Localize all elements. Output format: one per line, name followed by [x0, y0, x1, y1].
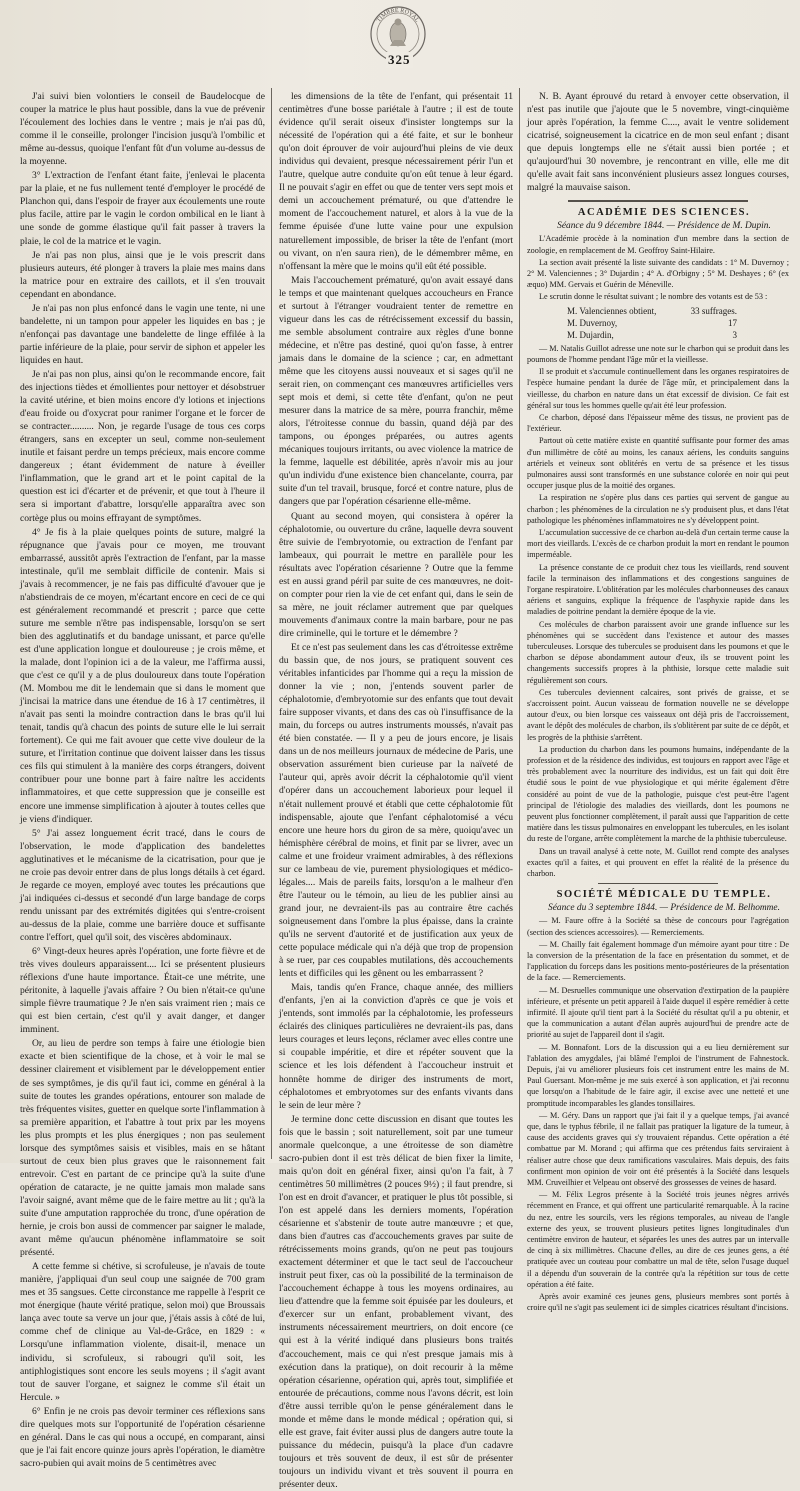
society-session: Séance du 3 septembre 1844. — Présidence de M. Belhomme.: [548, 903, 780, 914]
column-3: [527, 90, 789, 1313]
paragraph: Je n'ai pas non plus, ainsi que je le vois prescrit dans plusieurs auteurs, été plonger à travers la plaie mes mains dans la matrice pour en extraire des caillots, et il s'en trouvait cependant en abondance.: [20, 249, 265, 300]
paragraph: Et ce n'est pas seulement dans les cas d'étroitesse extrême du bassin que, de nos jours, se pratiquent souvent ces véritables infanticides par l'homme qui a reçu la mission de donner la vie ; non, j'entends souvent parler de céphalotomie, d'embryotomie sur des enfants que tout devait faire supposer vivants, et dans des cas où l'insuffisance de la main, du forceps ou autres instruments moussés, n'avait pas été bien constatée. — Il y a peu de jours encore, je lisais dans un de nos meilleurs journaux de médecine de Paris, une observation assurément bien curieuse par la naïveté de l'auteur qui, après avoir décrit la céphalotomie qu'il vient d'opérer dans un accouchement laborieux pour lequel il n'était nullement prouvé et établi que cette céphalotomie fût indispensable, ajoute que l'enfant céphalotomisé a vécu encore une heure hors du giron de sa mère, quoiqu'avec un hémisphère cérébral de moins, et finit par se livrer, avec un calme et une froideur vraiment admirables, à des réflexions sur ce lambeau de vie, purement physiologiques et médico-légales.... Mais de pareils faits, lorsqu'on a le malheur d'en être l'auteur ou le témoin, au lieu de les publier ainsi au grand jour, ne devraient-ils pas au contraire être cachés soigneusement dans l'ombre la plus épaisse, dans la crainte qu'ils ne servent d'autorité et de justification aux yeux de cette populace médicale qui n'a déjà que trop de propension à se ruer, par ces coupables mutilations, dès accouchements lents et difficiles qui les gênent ou les embarrassent ?: [279, 641, 513, 980]
paragraph: Il se produit et s'accumule continuellement dans les organes respiratoires de l'espèce humaine pendant la durée de l'âge mûr, et principalement dans la vieillesse, du charbon en nature dans un état excessif de division. Ce fait est général sur tous les hommes quelle qu'ait été leur profession.: [527, 367, 789, 410]
vote-row: M. Dujardin, 3: [567, 329, 737, 340]
column-rule: [519, 88, 520, 1159]
paragraph: 3° L'extraction de l'enfant étant faite, j'enlevai le placenta par la plaie, et ne fus nullement tenté d'employer le procédé de Planchon qui, dans l'espoir de frayer aux écoulements une route plus facile, attire par le vagin le cordon ombilical en le liant à une sonde de gomme élastique qu'il fait passer à travers la plaie, le col de la matrice et le vagin.: [20, 170, 265, 247]
page-number: 325: [388, 52, 411, 67]
paragraph: Je termine donc cette discussion en disant que toutes les fois que le bassin ; soit naturellement, soit par une tumeur anormale quelconque, a une étroitesse de son diamètre sacro-pubien dont il est très délicat de bien fixer la limite, mais qu'on doit en général fixer, ainsi qu'on l'a fait, à 7 centimètres 50 millimètres (2 pouces 9½) ; il faut prendre, si l'on est en droit d'avancer, et pratiquer le plus tôt possible, si l'on est appelé dans les derniers moments, l'opération césarienne et s'abstenir de toute autre manœuvre ; et que, dans bien d'autres cas d'accouchements graves par suite de rétrécissements moins grands, qu'on ne peut pas toujours exactement déterminer et que le tact seul de l'accoucheur instruit peut fixer, cas où la possibilité de la terminaison de l'accouchement échappe à tous les moyens ordinaires, au lieu d'attendre que la femme soit épuisée par les douleurs, et d'exercer sur un enfant, probablement vivant, des instruments nécessairement meurtriers, on doit encore (ce qui est à la vérité indiqué dans plusieurs bons traités d'accouchement, mais ce qui n'est presque jamais mis à exécution dans la pratique), on doit recourir à la même opération césarienne, opération qui, après tout, simplifiée et entourée de précautions, comme nous l'avons décrit, est loin d'être aussi terrible qu'on le pense généralement dans le monde et même dans le monde médical ; opération qui, si elle est grave, fait éviter aussi plus de dangers autre toute la puissance du médecin, puisqu'à la place d'un cadavre toujours et très souvent de deux, il est sûr de présenter toujours un individu vivant et très souvent il pourra en présenter deux.: [279, 1113, 513, 1490]
stamp-label: TIMBRE ROYAL: [376, 7, 420, 24]
paragraph: 5° J'ai assez longuement écrit tracé, dans le cours de l'observation, le mode d'application des bandelettes agglutinatives et le mécanisme de la cicatrisation, pour que je ne croie pas devoir entrer dans de plus longs détails à cet égard. Je regarde ce moyen, employé avec toutes les précautions que j'ai indiquées ci-dessus et secondé d'un large bandage de corps rendu unissant par des extrémités digitées qui s'entre-croisent au-dessus de la plaie, comme une barrière douce et suffisante contre l'effort, quel qu'il soit, des viscères abdominaux.: [20, 827, 265, 943]
paragraph: 6° Vingt-deux heures après l'opération, une forte fièvre et de très vives douleurs apparaissent.... Ici se présentent plusieurs réflexions d'une haute importance. Était-ce une métrite, une péritonite, à laquelle j'avais affaire ? Ou bien n'était-ce qu'une simple fièvre traumatique ? Je n'en sais vraiment rien ; mais ce qui est bien certain, c'est qu'il y avait danger, et danger imminent.: [20, 946, 265, 1036]
paragraph: 6° Enfin je ne crois pas devoir terminer ces réflexions sans dire quelques mots sur l'opportunité de l'opération césarienne en général. Dans le cas qui nous a occupé, en comparant, ainsi que je l'ai fait encore quinze jours après l'opération, le diamètre sacro-pubien qui avait moins de 5 centimètres avec: [20, 1405, 265, 1469]
society-title: SOCIÉTÉ MÉDICALE DU TEMPLE.: [556, 889, 772, 901]
paragraph: Après avoir examiné ces jeunes gens, plusieurs membres sont portés à croire qu'il ne s'agit pas seulement ici de simples cicatrices résultant d'incisions.: [527, 1292, 789, 1313]
paragraph: A cette femme si chétive, si scrofuleuse, je n'avais de toute manière, j'appliquai d'un seul coup une saignée de 700 gram mes et 35 sangsues. Cette circonstance me rappelle à l'esprit ce mot énergique (haute vérité pratique, selon moi) que Broussais lança avec toute sa verve un jour que, j'étais assis à côté de lui, comme chef de clinique au Val-de-Grâce, en 1829 : « Lorsqu'une inflammation violente, disait-il, menace un individu, si scrofuleux, si rabougri qu'il soit, les antiphlogistiques sont encore les seuls moyens ; il s'agit avant tout de sauver l'organe, et saignez le comme s'il était un Hercule. »: [20, 1261, 265, 1403]
paragraph: Ces molécules de charbon paraissent avoir une grande influence sur les phénomènes qui se succèdent dans l'existence et autour des masses tuberculeuses. Lorsque des tubercules se produisent dans les poumons et que le charbon se dépose abondamment autour d'eux, ils se trouvent point les changements successifs propres à la phthisie, lorsque cette maladie suit régulièrement son cours.: [527, 619, 789, 685]
paragraph: — M. Desruelles communique une observation d'extirpation de la paupière inférieure, et présente un petit appareil à l'aide duquel il espère remédier à cette infirmité. Il ajoute qu'il tient part à la Société du résultat qu'il a pu obtenir, et que la communication a autant d'élan auprès aujourd'hui de prendre acte de priorité au sujet de l'appareil dont il s'agit.: [527, 985, 789, 1040]
vote-results: [567, 305, 789, 341]
paragraph: La section avait présenté la liste suivante des candidats : 1° M. Duvernoy ; 2° M. Valenciennes ; 3° Dujardin ; 4° A. d'Orbigny ; 5° M. Deshayes ; 6° (ex æquo) MM. Gervais et Guérin de Méneville.: [527, 257, 789, 290]
paragraph: La production du charbon dans les poumons humains, indépendante de la profession et de la résidence des individus, est toujours en rapport avec l'âge et très probablement avec la nourriture des individus, est un fait qui doit être étudié sous le point de vue physiologique et qui mérite également d'être considéré au point de vue de la pathologie, puisque c'est peut-être l'agent principal de l'étiologie des maladies des vieillards, dont les poumons ne peuvent plus fonctionner complètement, il paraît aussi que l'apparition de cette matière dans les tissus pulmonaires en enveloppant les tubercules, en les isolant du reste de l'organe, arrête complètement la marche de la phthisie tuberculeuse.: [527, 744, 789, 844]
paragraph: — M. Bonnafont. Lors de la discussion qui a eu lieu dernièrement sur l'ablation des amygdales, j'ai blâmé l'emploi de l'instrument de Fahnestock. Depuis, j'ai vu améliorer plusieurs fois cet instrument entre les mains de M. Paul Guersant. Mon-même je me suis exercé à son application, et j'ai reconnu que lorsqu'on a l'habitude de le faire agir, il excise avec une netteté et une promptitude incomparables les glandes tonsillaires.: [527, 1042, 789, 1108]
paragraph: les dimensions de la tête de l'enfant, qui présentait 11 centimètres d'une bosse pariétale à l'autre ; il est de toute évidence qu'il serait oiseux d'insister longtemps sur la nécessité de l'opération qui a été faite, et sur le bonheur qu'on doit éprouver de voir aujourd'hui pleins de vie deux individus qui devaient, presque nécessairement périr l'un et l'autre, quelque autre conduite qu'on eût tenue à leur égard. Il ne pouvait s'agir en effet ou que de tenter vers sept mois et demi un accouchement prématuré, ou que d'attendre le moment de l'accouchement naturel, et alors à la vue de la femme épuisée d'une lutte vaine pour une expulsion naturellement impossible, de briser la tête de l'enfant (mort ou vivant, on n'en saura rien), de le démembrer même, en n'offensant la mère que le moins qu'il eût été possible.: [279, 91, 513, 272]
academy-session: Séance du 9 décembre 1844. — Présidence de M. Dupin.: [557, 221, 771, 232]
nota-bene: N. B. Ayant éprouvé du retard à envoyer cette observation, il n'est pas inutile que j'ajoute que le 5 novembre, vingt-cinquième jour après l'opération, la femme C...., avait le ventre solidement cicatrisé, soigneusement la cicatrice en de mon seul enfant ; disant que depuis longtemps elle ne s'était aussi bien portée ; et qu'aujourd'hui 30 novembre, je rencontrant en ville, elle me dit qu'elle avait fait sans inconvénient plusieurs assez longues courses, malgré la mauvaise saison.: [527, 91, 789, 194]
paragraph: Ces tubercules deviennent calcaires, sont privés de graisse, et se s'accroissent point. Aucun vaisseau de formation nouvelle ne se développe autour d'eux, ou bien lorsque ces vaisseaux ont déjà pris de l'accroissement, avant le dépôt des molécules de charbon, ils s'oblitèrent par suite de ce dépôt, et les progrès de la phthisie s'arrêtent.: [527, 687, 789, 742]
paragraph: J'ai suivi bien volontiers le conseil de Baudelocque de couper la matrice le plus haut possible, dans la vue de prévenir l'écoulement des lochies dans le ventre ; mais je n'ai pas dû, comme il le conseille, prolonger l'incision jusqu'à l'ombilic et même au-dessus, quoique l'enfant fût d'un volume au-dessus de la moyenne.: [20, 91, 265, 168]
paragraph: — M. Faure offre à la Société sa thèse de concours pour l'agrégation (section des sciences accessoires). — Remerciements.: [527, 916, 789, 937]
paragraph: L'accumulation successive de ce charbon au-delà d'un certain terme cause la mort des vieillards. L'excès de ce charbon produit la mort en rendant le poumon imperméable.: [527, 527, 789, 560]
paragraph: Le scrutin donne le résultat suivant ; le nombre des votants est de 53 :: [539, 292, 768, 302]
paragraph: — M. Chailly fait également hommage d'un mémoire ayant pour titre : De la conversion de la présentation de la face en présentation du sommet, et de l'application du forceps dans les positions mento-postérieures de la présentation de la face. — Remerciements.: [527, 939, 789, 983]
paragraph: Ce charbon, déposé dans l'épaisseur même des tissus, ne provient pas de l'extérieur.: [527, 412, 789, 434]
paragraph: La présence constante de ce produit chez tous les vieillards, rend souvent facile la terminaison des inflammations et des congestions sanguines de l'organe respiratoire. L'oblitération par les molécules charbonneuses des canaux aériens et sanguins, explique la fréquence de l'asphyxie rapide dans les maladies de poitrine pendant la dernière époque de la vie.: [527, 562, 789, 617]
paragraph: — M. Félix Legros présente à la Société trois jeunes nègres arrivés récemment en France, et qui offrent une particularité remarquable. À la racine du nez, entre les sourcils, vers les régions temporales, au niveau de l'angle externe des yeux, se trouvent plusieurs petites lignes longitudinales d'un centimètre environ de hauteur, et séparées les unes des autres par un intervalle de cinq à six millimètres. Chacune d'elles, au dire de ces jeunes gens, a été pratiquée avec un couteau pour combattre un mal de tête, selon l'usage duquel il a dépendu d'un souverain de la contrée qu'a la répétition sur tous de cette opération a été faite.: [527, 1190, 789, 1289]
paragraph: 4° Je fis à la plaie quelques points de suture, malgré la répugnance que j'avais pour ce moyen, me trouvant embarrassé, aussitôt après l'extraction de l'enfant, par la masse intestinale, qu'il me semblait difficile de contenir. Mais si j'avais à recommencer, je ne fais pas difficulté d'avouer que je n'abstiendrais de ce moyen, m'écartant encore en ceci de ce qui est généralement recommandé et prescrit ; parce que cette suture me semble n'être pas indispensable, lorsqu'on se sert bien des agglutinatifs et du bandage unissant, et parce qu'elle est d'une application longue et douloureuse ; je crois même, et la malade, dont l'opinion ici a de la valeur, me l'affirma aussi, que c'est ce qu'il y a de plus douloureux dans toute l'opération (M. Mombou me dit le lendemain que si dans le moment que j'incisai la matrice dans une étendue de 16 à 17 centimètres, il n'avait pas senti la moindre contraction dans le bras qu'il lui tenait, tandis qu'à chacun des points de suture elle le lui serrait fortement). Ce qui me fait avouer que cette vive douleur de la suture, et l'irritation continue que doivent laisser dans les tissus ces fils qui stimulent à la manière des corps étrangers, doivent contribuer pour une bonne part à faire naître les accidents inflammatoires, et que cette suppression que je conseille est encore une immense simplification à ajouter à toutes celles que je viens d'indiquer.: [20, 526, 265, 825]
paragraph: Or, au lieu de perdre son temps à faire une étiologie bien exacte et bien scientifique de la chose, et à voir le mal se dessiner clairement et visiblement par le développement entier de ses symptômes, je dis qu'il faut ici, comme en général à la suite de toutes les grandes opérations, entourer son malade de très fréquentes visites, guetter en quelque sorte l'inflammation à sa première apparition, et l'abattre à tout prix par les moyens les plus prompts et les plus énergiques ; non pas seulement lorsque des symptômes saisis et visibles, mais en se hâtant surtout de ceux bien plus graves que le raisonnement fait entrevoir. C'est en partant de ce principe qu'à la suite d'une opération de cataracte, je ne quitte jamais mon malade sans l'avoir saigné, avant même que de le faire mettre au lit ; qu'à la suite d'une amputation rapprochée du tronc, d'une opération de hernie, je crois bon aussi de commencer par saigner le malade, avant même qu'aucun phénomène inflammatoire se soit présenté.: [20, 1038, 265, 1259]
paragraph: Dans un travail analysé à cette note, M. Guillot rend compte des analyses exactes qu'il a faites, et qui prouvent en effet la réalité de la présence du charbon.: [527, 846, 789, 879]
column-1: [20, 90, 265, 1469]
column-rule: [271, 88, 272, 1159]
paragraph: Mais, tandis qu'en France, chaque année, des milliers d'enfants, j'en ai la conviction d'après ce que je vois et j'entends, sont immolés par la céphalotomie, les professeurs éclairés des cliniques particulières ne devraient-ils pas, dans leurs courages et leurs leçons, réclamer avec elles contre une si coupable impéritie, et dire et répéter souvent que la science et les lois défendent à l'accoucheur instruit et honnête homme de diriger des instruments de mort, céphalotomes et embryotomes sur des enfants vivants dans le sein de leur mère ?: [279, 982, 513, 1111]
section-divider: [568, 200, 748, 202]
paragraph: Partout où cette matière existe en quantité suffisante pour former des amas d'un millimètre de côté au moins, les canaux aériens, les conduits sanguins artériels et veineux sont oblitérés en vertu de sa présence et les tissus pulmonaires aussi sont transformés en une substance colorée en noir qui peut occuper jusque plus de la moitié des organes.: [527, 436, 789, 491]
paragraph: Mais l'accouchement prématuré, qu'on avait essayé dans le temps et que maintenant quelques accoucheurs en France et surtout à l'étranger voudraient tenter de remettre en vigueur dans les cas de rétrécissement excessif du bassin, me semble absolument contraire aux règles d'une bonne médecine, et n'être pas destiné, quoi qu'on fasse, à entrer jamais dans le domaine de la science ; car, en admettant même que les citoyens aussi nouveaux et si sages qu'il ne serait rien, on commençant ces manœuvres artificielles vers sept mois et demi, si cette tête d'enfant, qu'on ne peut mesurer dans la matrice de sa mère, pourra franchir, même alors, l'étroitesse connue du bassin, quand déjà par des tampons, ou éponges préparées, ou autres agents mécaniques toujours irritants, ou avec violence la matrice de la femme, laquelle est débilitée, après n'avoir mis au jour qu'un individu d'une existence bien chancelante, courra, par suite d'un tel travail, brusque, forcé et contre nature, plus de dangers que par l'opération césarienne elle-même.: [279, 274, 513, 508]
paragraph: Quant au second moyen, qui consistera à opérer la céphalotomie, ou ouverture du crâne, laquelle devra souvent être suivie de l'embryotomie, ou extraction de l'enfant par lambeaux, qui pourrait le mettre en parallèle pour les résultats avec l'opération césarienne ? Outre que la femme est en aussi grand péril par suite de ces manœuvres, ne doit-on compter pour rien la vie de cet enfant qui, dans le sein de sa mère, ne jouit réclamer autrement que par quelques mouvements d'animaux contre la main barbare, pour ne pas dire criminelle, qui le torture et le démembre ?: [279, 510, 513, 639]
paragraph: Je n'ai pas non plus, ainsi qu'on le recommande encore, fait des injections tièdes et émollientes pour nettoyer et désobstruer la cavité utérine, et bien moins encore d'y lotions et injections d'eau froide ou d'oxycrat pour ranimer l'organe et le forcer de se contracter.......... Non, je regarde l'usage de tous ces corps étrangers, sans en excepter un seul, comme non-seulement inutile et faisant perdre un temps précieux, mais encore comme dangereux ; étant évidemment de nature à éveiller l'inflammation, que le grand art et le point capital de la question est ici d'écarter et de prévenir, et que tout à l'heure il sera si important d'abattre, lorsqu'elle apparaîtra avec son cortège plus ou moins effrayant de symptômes.: [20, 368, 265, 524]
paragraph: La respiration ne s'opère plus dans ces parties qui servent de gangue au charbon ; les phénomènes de la circulation ne s'y produisent plus, et dans l'état pathologique les phénomènes inflammatoires ne s'y développent point.: [527, 493, 789, 525]
section-divider: [598, 883, 718, 884]
paragraph: — M. Natalis Guillot adresse une note sur le charbon qui se produit dans les poumons de l'homme pendant l'âge mûr et la vieillesse.: [527, 343, 789, 364]
paragraph: Je n'ai pas non plus enfoncé dans le vagin une tente, ni une bandelette, ni un tampon pour appeler les liquides en bas ; je n'enfonçai pas davantage une bandelette de linge effilée à la partie inférieure de la plaie, pour servir de siphon et appeler les liquides en haut.: [20, 302, 265, 366]
vote-row: M. Duvernoy, 17: [567, 317, 737, 328]
academy-title: ACADÉMIE DES SCIENCES.: [577, 207, 751, 219]
paragraph: — M. Géry. Dans un rapport que j'ai fait il y a quelque temps, j'ai avancé que, dans le typhus fébrile, il ne fallait pas pratiquer la ligature de la tumeur, à cause des accidents graves qui s'y trouvaient répandus. Cette opération a été combattue par M. Morand ; qui affirma que ces prétendus faits serviraient à réaliser autre chose que deux ramifications vasculaires. Mais depuis, des faits confirment mon opinion de voir ont été présentés à la Société dans lesquels MM. Cruveilhier et Velpeau ont observé des grossesses de veines de hasard.: [527, 1110, 789, 1187]
paragraph: L'Académie procède à la nomination d'un membre dans la section de zoologie, en remplacement de M. Geoffroy Saint-Hilaire.: [527, 234, 789, 255]
vote-row: M. Valenciennes obtient, 33 suffrages.: [567, 305, 737, 316]
column-2: [279, 90, 513, 1490]
